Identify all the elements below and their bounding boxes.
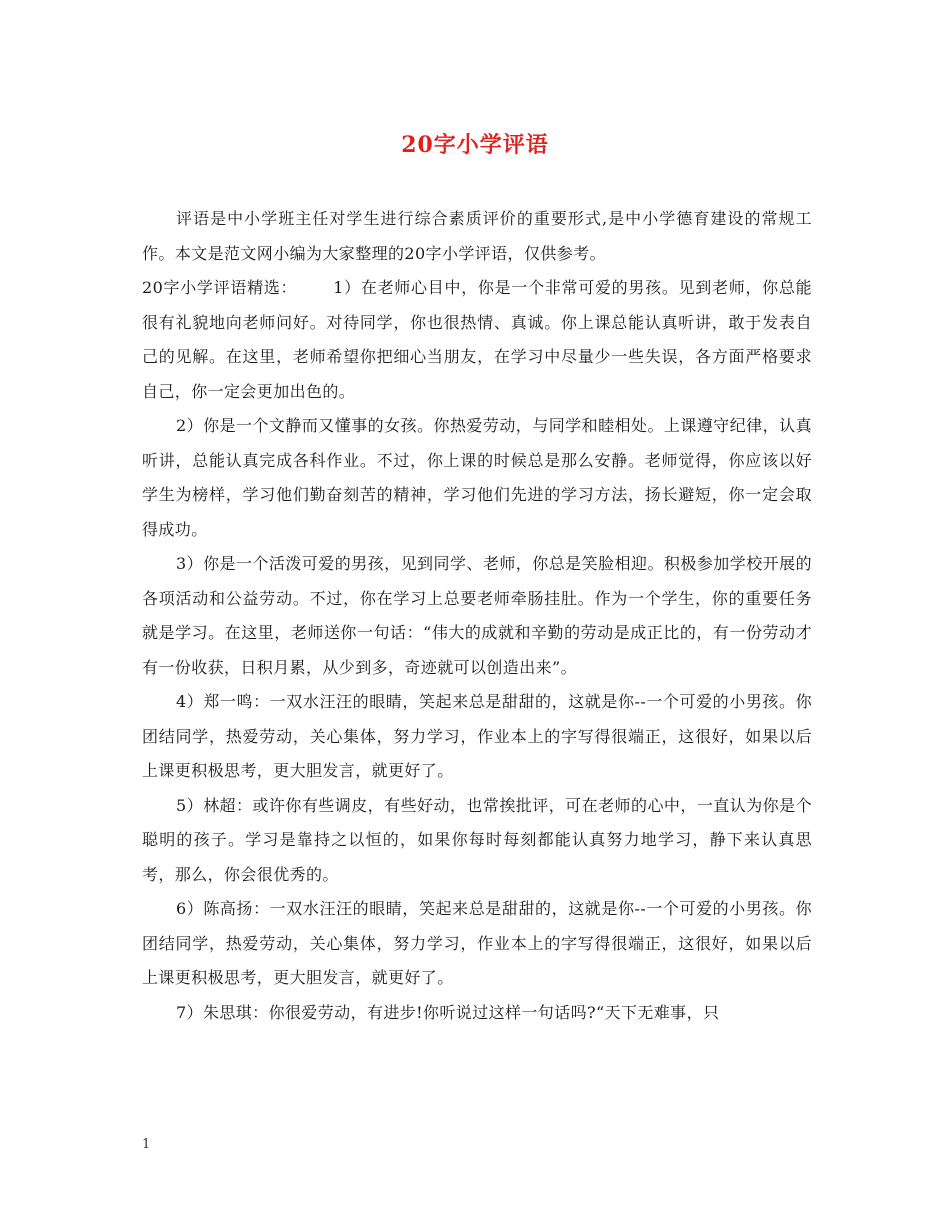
- comment-paragraph-3: 3）你是一个活泼可爱的男孩，见到同学、老师，你总是笑脸相迎。积极参加学校开展的各项活动和公益劳动。不过，你在学习上总要老师牵肠挂肚。作为一个学生，你的重要任务就是学习。在这里，老师送你一句话：“伟大的成就和辛勤的劳动是成正比的，有一份劳动才有一份收获，日积月累，从少到多，奇迹就可以创造出来”。: [142, 554, 812, 677]
- comment-paragraph-2: 2）你是一个文静而又懂事的女孩。你热爱劳动，与同学和睦相处。上课遵守纪律，认真听讲，总能认真完成各科作业。不过，你上课的时候总是那么安静。老师觉得，你应该以好学生为榜样，学习他们勤奋刻苦的精神，学习他们先进的学习方法，扬长避短，你一定会取得成功。: [142, 416, 812, 539]
- comment-paragraph-5: 5）林超：或许你有些调皮，有些好动，也常挨批评，可在老师的心中，一直认为你是个聪明的孩子。学习是靠持之以恒的，如果你每时每刻都能认真努力地学习，静下来认真思考，那么，你会很优秀的。: [142, 795, 812, 884]
- document-body: [142, 202, 812, 1030]
- intro-paragraph: 评语是中小学班主任对学生进行综合素质评价的重要形式,是中小学德育建设的常规工作。本文是范文网小编为大家整理的20字小学评语，仅供参考。: [142, 209, 812, 263]
- comment-paragraph-1: 1）在老师心目中，你是一个非常可爱的男孩。见到老师，你总能很有礼貌地向老师问好。对待同学，你也很热情、真诚。你上课总能认真听讲，敢于发表自己的见解。在这里，老师希望你把细心当朋友，在学习中尽量少一些失误，各方面严格要求自己，你一定会更加出色的。: [142, 278, 812, 401]
- comment-paragraph-4: 4）郑一鸣：一双水汪汪的眼睛，笑起来总是甜甜的，这就是你--一个可爱的小男孩。你团结同学，热爱劳动，关心集体，努力学习，作业本上的字写得很端正，这很好，如果以后上课更积极思考，更大胆发言，就更好了。: [142, 692, 812, 780]
- page-number: 1: [142, 1137, 151, 1152]
- document-title: 20字小学评语: [401, 132, 549, 158]
- section-line: [142, 271, 812, 409]
- comment-paragraph-7: 7）朱思琪：你很爱劳动，有进步!你听说过这样一句话吗?“天下无难事，只: [176, 1002, 720, 1022]
- comment-paragraph-6: 6）陈高扬：一双水汪汪的眼睛，笑起来总是甜甜的，这就是你--一个可爱的小男孩。你团结同学，热爱劳动，关心集体，努力学习，作业本上的字写得很端正，这很好，如果以后上课更积极思考，更大胆发言，就更好了。: [142, 899, 812, 987]
- section-label: 20字小学评语精选：: [142, 278, 298, 297]
